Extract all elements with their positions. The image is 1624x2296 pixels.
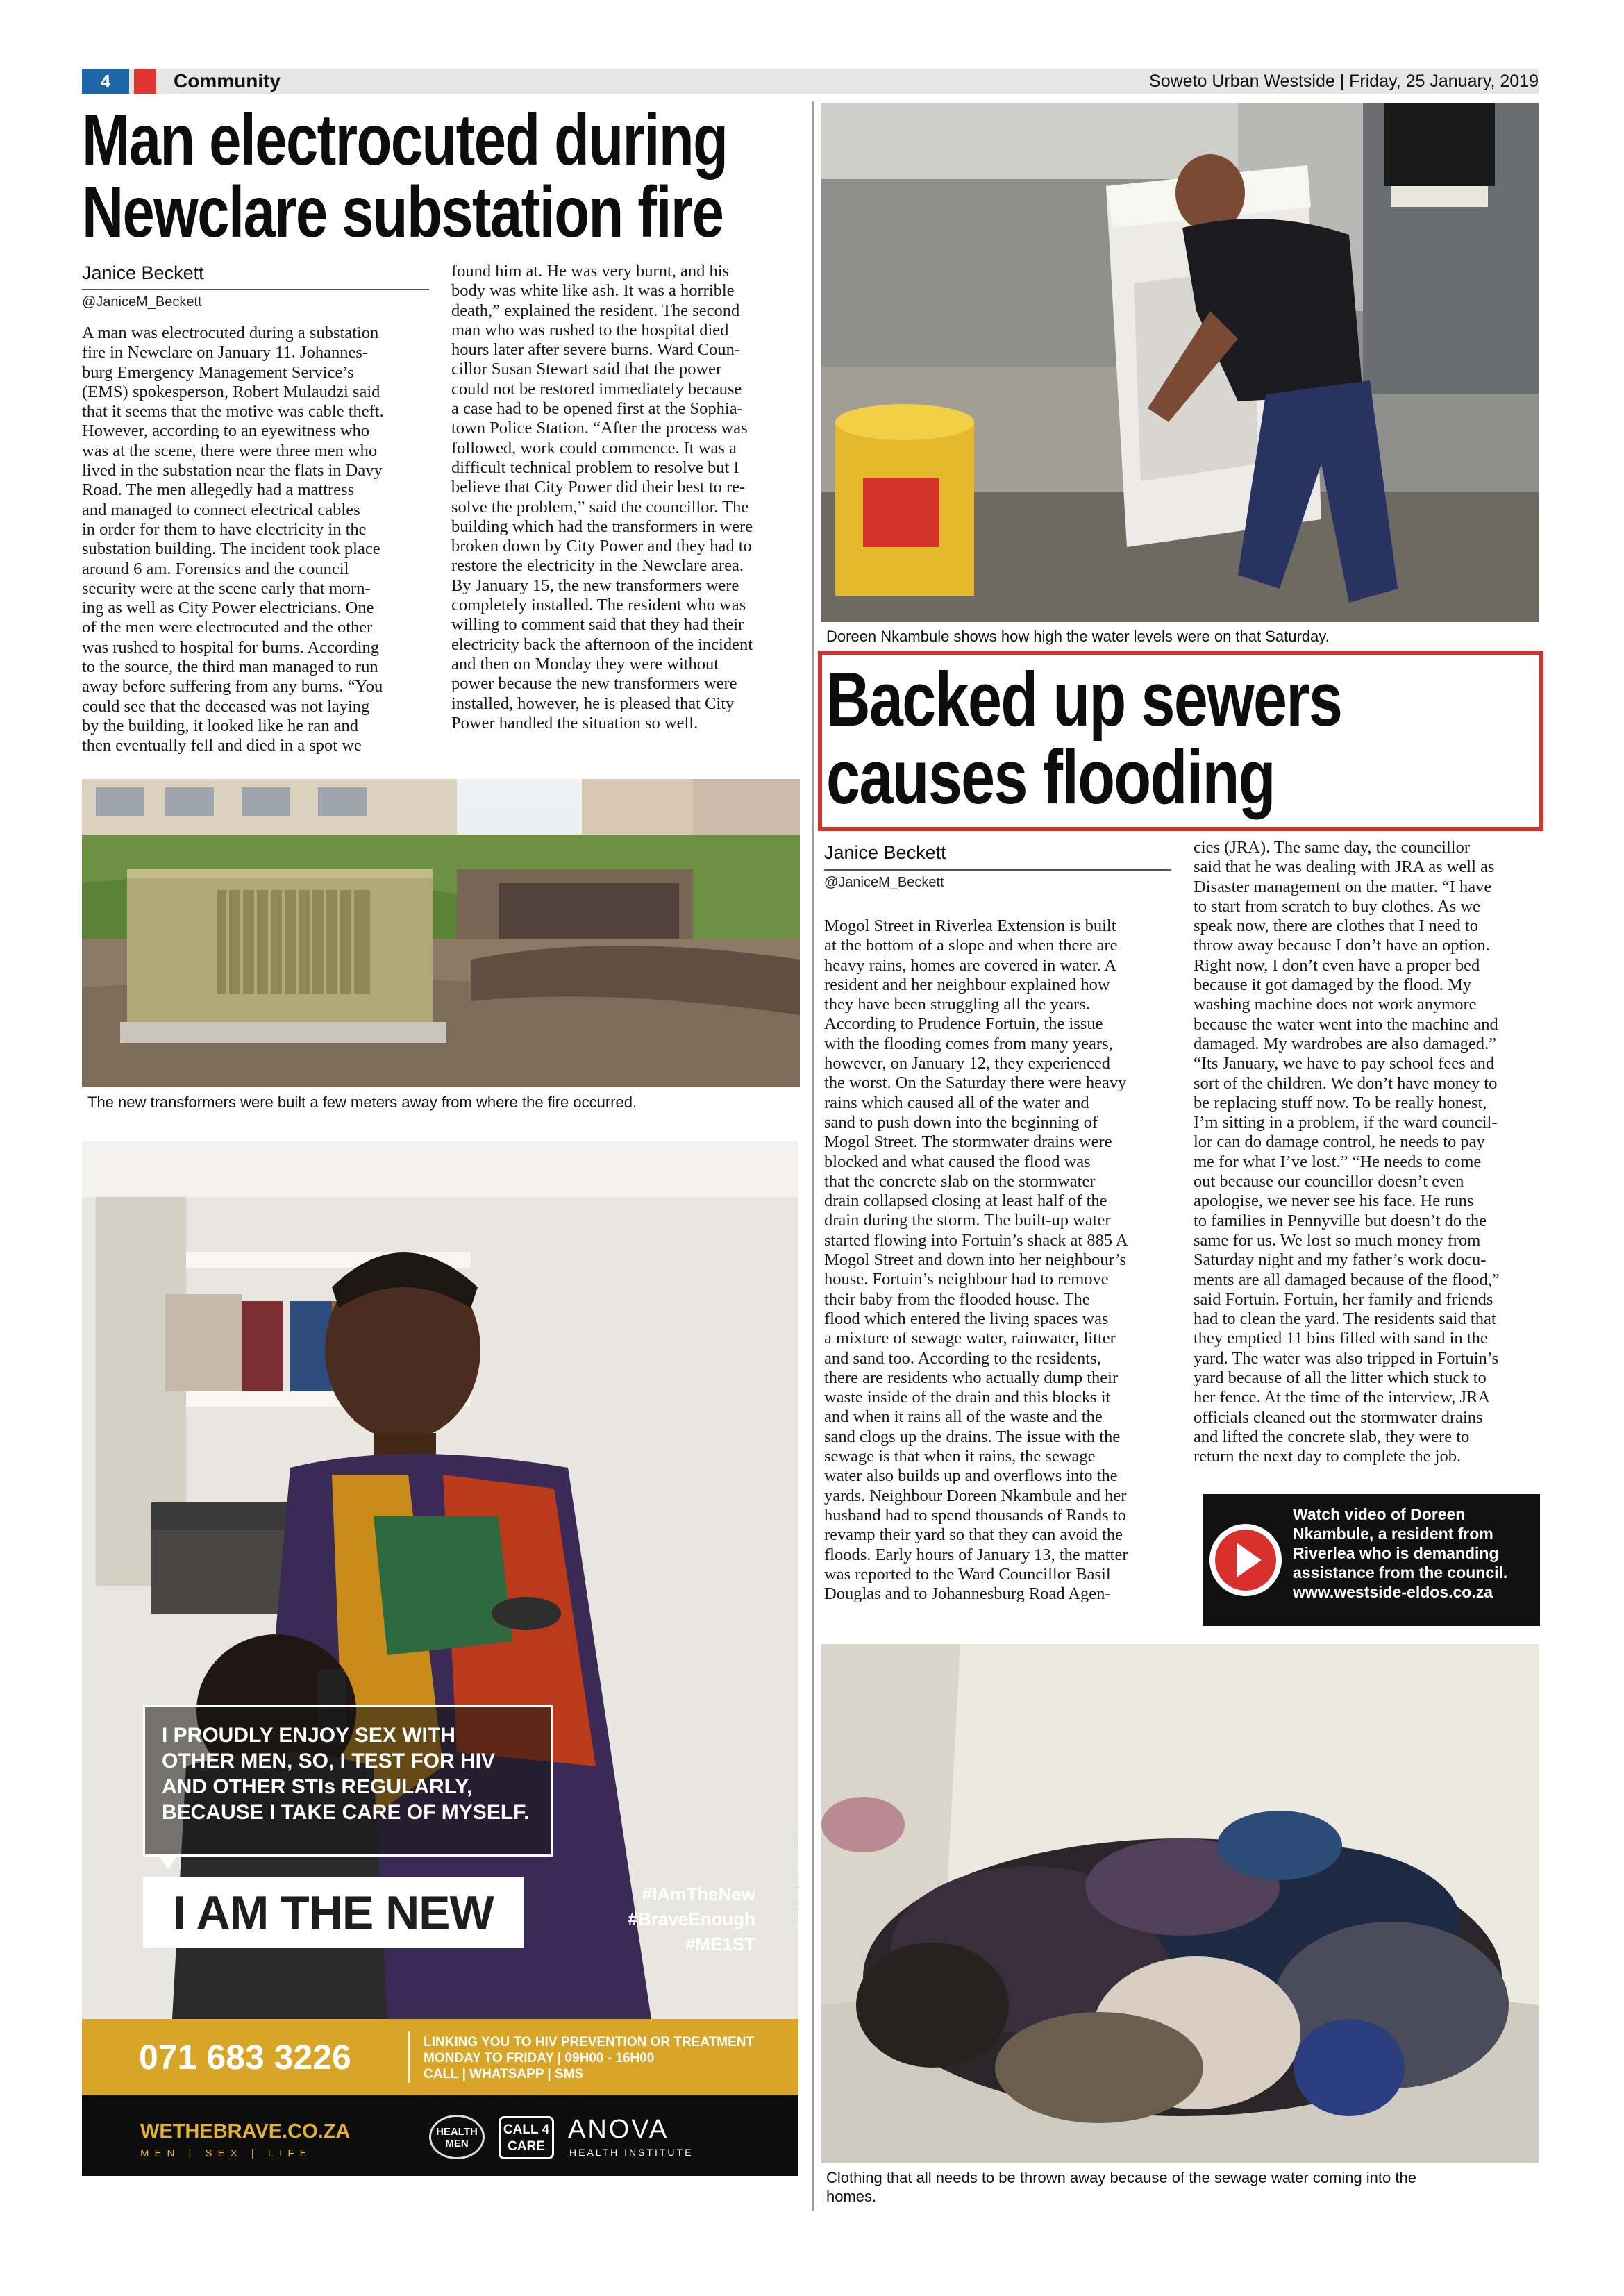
body-line: Douglas and to Johannesburg Road Agen- — [824, 1584, 1111, 1604]
body-line: they emptied 11 bins filled with sand in the — [1194, 1329, 1488, 1348]
body-line: resident and her neighbour explained how — [824, 975, 1110, 994]
body-line: body was white like ash. It was a horrible — [451, 281, 735, 301]
body-line: Mogol Street in Riverlea Extension is built — [824, 916, 1116, 935]
body-line: drain collapsed closing at least half of the — [824, 1191, 1107, 1211]
body-line: then eventually fell and died in a spot we — [82, 736, 362, 755]
body-line: yard because of all the litter which stuck to — [1194, 1368, 1487, 1388]
video-promo-line: Riverlea who is demanding — [1293, 1544, 1499, 1562]
body-line: Mogol Street. The stormwater drains were — [824, 1132, 1112, 1152]
body-line: to start from scratch to buy clothes. As we — [1194, 896, 1481, 916]
body-line: A man was electrocuted during a substation — [82, 324, 379, 342]
body-line: to families in Pennyville but doesn’t do the — [1194, 1211, 1487, 1230]
article1-column2 — [451, 262, 802, 733]
body-line: started flowing into Fortuin’s shack at 885 A — [824, 1230, 1128, 1250]
body-line: their baby from the flooded house. The — [824, 1289, 1090, 1309]
body-line: However, according to an eyewitness who — [82, 421, 370, 441]
play-triangle-icon — [1237, 1543, 1262, 1577]
advert-message-line: I PROUDLY ENJOY SEX WITH — [162, 1724, 455, 1747]
body-line: town Police Station. “After the process was — [451, 419, 748, 438]
body-line: substation building. The incident took place — [82, 539, 380, 559]
body-line: was reported to the Ward Councillor Basil — [824, 1564, 1111, 1584]
body-line: throw away because I don’t have an option. — [1194, 936, 1490, 955]
publication-dateline: Soweto Urban Westside | Friday, 25 January, 2019 — [1149, 72, 1539, 91]
body-line: found him at. He was very burnt, and his — [451, 262, 730, 280]
article1-column1 — [82, 324, 433, 756]
body-line: and managed to connect electrical cables — [82, 500, 360, 519]
body-line: difficult technical problem to resolve but I — [451, 458, 739, 477]
body-line: By January 15, the new transformers were — [451, 576, 739, 595]
body-line: sewage is that when it rains, the sewage — [824, 1447, 1096, 1466]
article2-headline — [826, 657, 1342, 820]
body-line: lor can do damage control, he needs to pay — [1194, 1132, 1485, 1152]
clothing-caption-line: homes. — [826, 2188, 877, 2205]
article2-handle: @JaniceM_Beckett — [824, 875, 944, 890]
body-line: burg Emergency Management Service’s — [82, 362, 354, 382]
advert-message-bubble — [143, 1705, 553, 1857]
body-line: could see that the deceased was not laying — [82, 696, 370, 716]
section-marker — [134, 69, 156, 94]
hiv-advertisement — [82, 1141, 801, 2176]
body-line: power because the new transformers were — [451, 674, 737, 694]
article1-headline — [82, 100, 728, 253]
anova-logo: ANOVA — [568, 2115, 669, 2144]
body-line: and then on Monday they were without — [451, 654, 719, 673]
article2-column1 — [824, 916, 1175, 1604]
body-line: to the source, the third man managed to run — [82, 657, 378, 677]
page-number: 4 — [82, 69, 129, 94]
video-promo-link[interactable]: www.westside-eldos.co.za — [1293, 1583, 1493, 1601]
advert-message-line: AND OTHER STIs REGULARLY, — [162, 1775, 473, 1798]
video-promo-line: Watch video of Doreen — [1293, 1505, 1466, 1523]
article2-headline-line2: causes flooding — [826, 735, 1275, 820]
body-line: yards. Neighbour Doreen Nkambule and her — [824, 1486, 1127, 1505]
body-line: Disaster management on the matter. “I have — [1194, 877, 1492, 896]
body-line: and sand too. According to the residents, — [824, 1348, 1101, 1368]
advert-hashtags — [628, 1882, 756, 1956]
healthmen-logo: HEALTH MEN — [429, 2115, 485, 2159]
video-promo-text — [1293, 1505, 1533, 1602]
advert-contact-info — [424, 2034, 754, 2082]
body-line: by the building, it looked like he ran and — [82, 716, 359, 735]
body-line: in order for them to have electricity in the — [82, 519, 367, 539]
clothing-photo-caption — [826, 2168, 1416, 2206]
body-line: could not be restored immediately because — [451, 379, 742, 399]
body-line: and lifted the concrete slab, they were to — [1194, 1427, 1470, 1446]
body-line: washing machine does not work anymore — [1194, 995, 1477, 1014]
body-line: yard. The water was also tripped in Fortuin’s — [1194, 1348, 1499, 1368]
bubble-tail — [158, 1854, 178, 1870]
body-line: same for us. We lost so much money from — [1194, 1230, 1481, 1250]
hashtag: #BraveEnough — [628, 1909, 755, 1929]
article1-author: Janice Beckett — [82, 262, 204, 283]
body-line: a mixture of sewage water, rainwater, litter — [824, 1329, 1116, 1348]
contact-info-line: MONDAY TO FRIDAY | 09H00 - 16H00 — [424, 2051, 655, 2065]
body-line: hours later after severe burns. Ward Coun- — [451, 340, 740, 360]
body-line: man who was rushed to the hospital died — [451, 320, 729, 340]
body-line: me for what I’ve lost.” “He needs to come — [1194, 1152, 1482, 1171]
body-line: with the flooding comes from many years, — [824, 1034, 1113, 1053]
body-line: broken down by City Power and they had to — [451, 537, 752, 556]
body-line: that the concrete slab on the stormwater — [824, 1171, 1096, 1191]
body-line: Saturday night and my father’s work docu- — [1194, 1250, 1487, 1270]
body-line: sand to push down into the beginning of — [824, 1112, 1098, 1132]
body-line: revamp their yard so that they can avoid the — [824, 1525, 1123, 1545]
body-line: heavy rains, homes are covered in water. A — [824, 955, 1117, 975]
body-line: they have been struggling all the years. — [824, 995, 1091, 1014]
body-line: floods. Early hours of January 13, the matter — [824, 1545, 1128, 1564]
body-line: willing to comment said that they had their — [451, 615, 744, 635]
body-line: Right now, I don’t even have a proper bed — [1194, 955, 1480, 975]
body-line: According to Prudence Fortuin, the issue — [824, 1014, 1103, 1034]
body-line: her fence. At the time of the interview, JRA — [1194, 1388, 1491, 1407]
byline-rule — [824, 869, 1171, 871]
body-line: damaged. My wardrobes are also damaged.” — [1194, 1034, 1497, 1053]
body-line: there are residents who actually dump their — [824, 1368, 1119, 1387]
body-line: officials cleaned out the stormwater drains — [1194, 1407, 1483, 1427]
body-line: return the next day to complete the job. — [1194, 1447, 1462, 1466]
advert-phone-number: 071 683 3226 — [139, 2038, 351, 2077]
body-line: was at the scene, there were three men who — [82, 441, 378, 460]
body-line: waste inside of the drain and this blocks it — [824, 1388, 1111, 1407]
article2-column2 — [1194, 838, 1544, 1467]
body-line: ing as well as City Power electricians. One — [82, 598, 374, 618]
call4care-logo: CALL 4 CARE — [499, 2116, 554, 2159]
body-line: fire in Newclare on January 11. Johannes- — [82, 343, 369, 362]
body-line: drain during the storm. The built-up water — [824, 1211, 1111, 1230]
column-divider — [812, 101, 814, 2211]
body-line: restore the electricity in the Newclare area. — [451, 556, 744, 576]
advert-credit: anova | 415 | iamthenewbear — [790, 1822, 801, 1938]
byline-rule — [82, 289, 429, 290]
wethebrave-logo: WETHEBRAVE.CO.ZA — [140, 2120, 351, 2143]
article2-headline-line1: Backed up sewers — [826, 657, 1342, 742]
clothing-caption-line: Clothing that all needs to be thrown away because of the sewage water coming into the — [826, 2169, 1416, 2186]
anova-tagline: HEALTH INSTITUTE — [569, 2147, 694, 2158]
body-line: said Fortuin. Fortuin, her family and friends — [1194, 1289, 1493, 1309]
body-line: electricity back the afternoon of the incident — [451, 635, 753, 654]
transformer-photo — [82, 779, 800, 1087]
clothing-photo — [821, 1644, 1539, 2163]
body-line: at the bottom of a slope and when there are — [824, 936, 1118, 955]
contact-info-line: LINKING YOU TO HIV PREVENTION OR TREATMENT — [424, 2035, 755, 2050]
body-line: sand clogs up the drains. The issue with the — [824, 1427, 1121, 1446]
body-line: however, on January 12, they experienced — [824, 1054, 1110, 1073]
body-line: Road. The men allegedly had a mattress — [82, 480, 355, 500]
washing-machine-photo — [821, 103, 1539, 622]
body-line: ments are all damaged because of the flood,” — [1194, 1270, 1500, 1289]
body-line: because the water went into the machine and — [1194, 1014, 1498, 1034]
video-promo-line: Nkambule, a resident from — [1293, 1525, 1493, 1543]
body-line: lived in the substation near the flats in Davy — [82, 461, 383, 480]
video-promo-line: assistance from the council. — [1293, 1564, 1508, 1582]
body-line: I’m sitting in a problem, if the ward council- — [1194, 1113, 1498, 1132]
body-line: security were at the scene early that morn- — [82, 578, 371, 598]
advert-message-line: OTHER MEN, SO, I TEST FOR HIV — [162, 1750, 496, 1773]
body-line: flood which entered the living spaces was — [824, 1309, 1109, 1328]
body-line: cillor Susan Stewart said that the power — [451, 360, 722, 379]
wethebrave-tagline: MEN | SEX | LIFE — [140, 2147, 312, 2159]
body-line: death,” explained the resident. The second — [451, 301, 740, 320]
body-line: solve the problem,” said the councillor. The — [451, 497, 749, 517]
body-line: followed, work could commence. It was a — [451, 438, 737, 458]
contact-divider — [408, 2031, 410, 2083]
body-line: building which had the transformers in were — [451, 517, 753, 536]
body-line: said that he was dealing with JRA as well as — [1194, 857, 1495, 877]
body-line: that it seems that the motive was cable theft. — [82, 402, 384, 421]
body-line: completely installed. The resident who was — [451, 596, 746, 615]
body-line: house. Fortuin’s neighbour had to remove — [824, 1270, 1109, 1289]
body-line: water also builds up and overflows into the — [824, 1466, 1118, 1486]
body-line: around 6 am. Forensics and the council — [82, 559, 349, 578]
body-line: (EMS) spokesperson, Robert Mulaudzi said — [82, 382, 380, 401]
hashtag: #ME1ST — [685, 1934, 755, 1954]
body-line: and when it rains all of the waste and the — [824, 1407, 1103, 1427]
body-line: of the men were electrocuted and the other — [82, 618, 373, 637]
body-line: Mogol Street and down into her neighbour’s — [824, 1250, 1127, 1270]
body-line: because it got damaged by the flood. My — [1194, 975, 1472, 995]
body-line: “Its January, we have to pay school fees and — [1194, 1054, 1495, 1073]
body-line: away before suffering from any burns. “You — [82, 677, 383, 696]
body-line: believe that City Power did their best to re- — [451, 478, 746, 497]
hashtag: #IAmTheNew — [642, 1884, 755, 1904]
body-line: Power handled the situation so well. — [451, 713, 698, 732]
article1-headline-line1: Man electrocuted during — [82, 100, 728, 181]
article1-headline-line2: Newclare substation fire — [82, 172, 723, 253]
body-line: out because our councillor doesn’t even — [1194, 1172, 1464, 1191]
body-line: husband had to spend thousands of Rands to — [824, 1505, 1126, 1525]
body-line: rains which caused all of the water and — [824, 1093, 1089, 1112]
article2-author: Janice Beckett — [824, 842, 946, 863]
contact-info-line: CALL | WHATSAPP | SMS — [424, 2067, 584, 2081]
body-line: had to clean the yard. The residents said that — [1194, 1309, 1496, 1329]
body-line: was rushed to hospital for burns. According — [82, 637, 379, 657]
body-line: blocked and what caused the flood was — [824, 1152, 1091, 1171]
section-label: Community — [174, 70, 281, 92]
washing-machine-photo-caption: Doreen Nkambule shows how high the water levels were on that Saturday. — [826, 628, 1330, 645]
body-line: cies (JRA). The same day, the councillor — [1194, 838, 1471, 857]
advert-message-line: BECAUSE I TAKE CARE OF MYSELF. — [162, 1801, 530, 1824]
body-line: be replacing stuff now. To be really honest, — [1194, 1093, 1487, 1112]
body-line: speak now, there are clothes that I need to — [1194, 916, 1478, 936]
body-line: a case had to be opened first at the Sophia- — [451, 399, 743, 419]
article1-handle: @JaniceM_Beckett — [82, 294, 202, 310]
body-line: installed, however, he is pleased that City — [451, 694, 735, 713]
body-line: the worst. On the Saturday there were heavy — [824, 1073, 1127, 1093]
transformer-photo-caption: The new transformers were built a few meters away from where the fire occurred. — [87, 1093, 637, 1111]
body-line: sort of the children. We don’t have money to — [1194, 1073, 1498, 1093]
advert-slogan: I AM THE NEW — [143, 1877, 524, 1948]
body-line: apologise, we never see his face. He runs — [1194, 1191, 1474, 1211]
